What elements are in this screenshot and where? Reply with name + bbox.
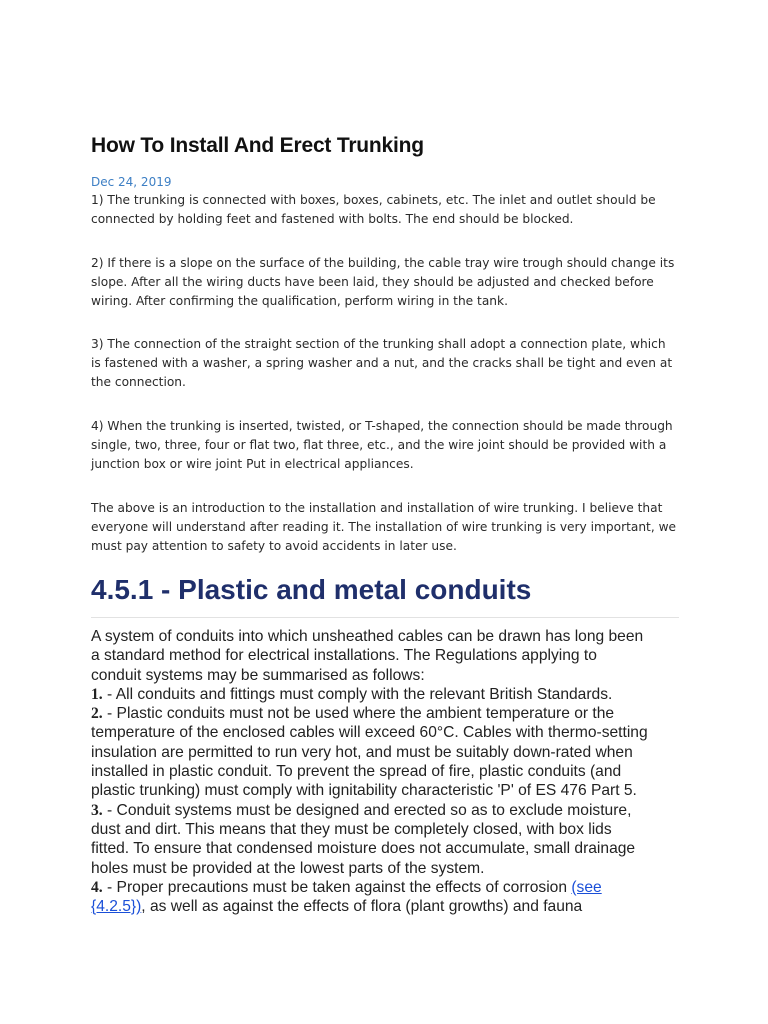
- section-body: [91, 627, 651, 916]
- list-item: [91, 705, 648, 799]
- see-reference-link[interactable]: (see {4.2.5}): [91, 878, 602, 916]
- item-number: 1.: [91, 685, 103, 703]
- list-item: [91, 802, 635, 877]
- paragraph-2: 2) If there is a slope on the surface of the building, the cable tray wire trough should change its slope. After all the wiring ducts have been laid, they should be adjusted and checked before wiring. After confirming the qualification, perform wiring in the tank.: [91, 256, 675, 308]
- item-text-continued: , as well as against the effects of flora (plant growths) and fauna: [141, 898, 583, 916]
- item-number: 3.: [91, 801, 103, 819]
- section-intro: A system of conduits into which unsheathed cables can be drawn has long been a standard method for electrical installations. The Regulations applying to conduit systems may be summarised as follows:: [91, 628, 644, 684]
- section-divider: [91, 617, 679, 618]
- item-text: - Conduit systems must be designed and erected so as to exclude moisture, dust and dirt. This means that they must be completely closed, with box lids fitted. To ensure that condensed moisture does not accumulate, small drainage holes must be provided at the lowest parts of the system.: [91, 801, 636, 877]
- list-item: [91, 879, 602, 915]
- item-number: 2.: [91, 705, 103, 723]
- paragraph-conclusion: The above is an introduction to the installation and installation of wire trunking. I believe that everyone will understand after reading it. The installation of wire trunking is very important, we must pay attention to safety to avoid accidents in later use.: [91, 501, 677, 553]
- item-text: - Plastic conduits must not be used where the ambient temperature or the temperature of the enclosed cables will exceed 60°C. Cables with thermo-setting insulation are permitted to run very hot, and must be suitably down-rated when installed in plastic conduit. To prevent the spread of fire, plastic conduits (and plastic trunking) must comply with ignitability characteristic 'P' of ES 476 Part 5.: [91, 705, 648, 800]
- section-heading: 4.5.1 - Plastic and metal conduits: [91, 574, 532, 605]
- item-text: - Proper precautions must be taken against the effects of corrosion: [102, 878, 572, 896]
- list-item: [91, 686, 612, 703]
- item-number: 4.: [91, 878, 103, 896]
- article-date: Dec 24, 2019: [91, 175, 172, 189]
- paragraph-4: 4) When the trunking is inserted, twisted, or T-shaped, the connection should be made through single, two, three, four or flat two, flat three, etc., and the wire joint should be provided with a junction box or wire joint Put in electrical appliances.: [91, 419, 673, 471]
- item-text: - All conduits and fittings must comply with the relevant British Standards.: [102, 685, 613, 703]
- article-title: How To Install And Erect Trunking: [91, 134, 424, 157]
- paragraph-3: 3) The connection of the straight section of the trunking shall adopt a connection plate, which is fastened with a washer, a spring washer and a nut, and the cracks shall be tight and even at the connection.: [91, 337, 673, 389]
- paragraph-1: 1) The trunking is connected with boxes, boxes, cabinets, etc. The inlet and outlet should be connected by holding feet and fastened with bolts. The end should be blocked.: [91, 193, 656, 226]
